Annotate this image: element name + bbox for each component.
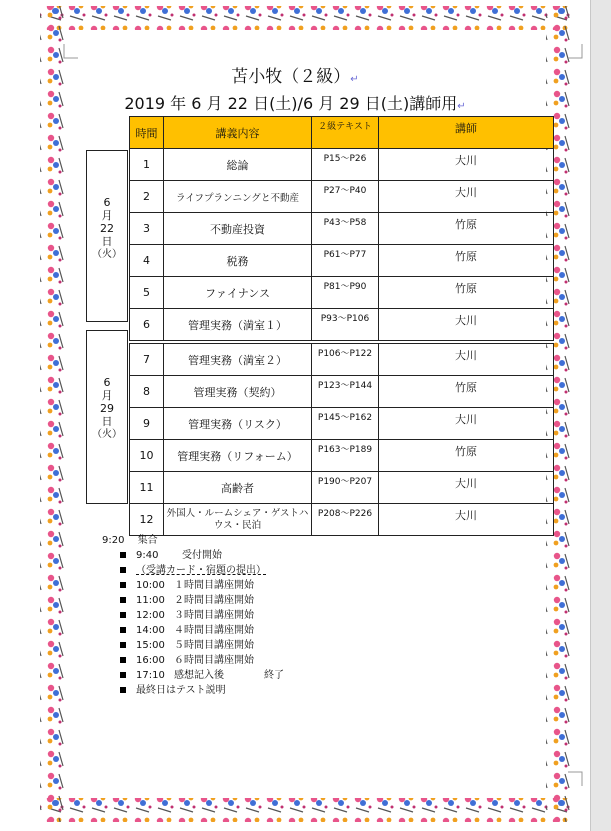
row-num: 5 <box>130 277 164 309</box>
table-row <box>130 309 554 343</box>
row-num: 10 <box>130 440 164 472</box>
row-content: 総論 <box>164 149 312 181</box>
row-content: 税務 <box>164 245 312 277</box>
row-content: 管理実務（満室２） <box>164 342 312 376</box>
list-item: 16:00 ６時間目講座開始 <box>120 653 254 668</box>
row-num: 11 <box>130 472 164 504</box>
row-num: 7 <box>130 342 164 376</box>
row-pages: P27～P40 <box>312 181 379 213</box>
header-instructor: 講師 <box>379 117 554 149</box>
row-num: 6 <box>130 309 164 343</box>
row-content: 管理実務（契約） <box>164 376 312 408</box>
table-row <box>130 408 554 440</box>
schedule-table <box>129 116 554 536</box>
row-instructor: 大川 <box>379 181 554 213</box>
row-num: 4 <box>130 245 164 277</box>
header-content: 講義内容 <box>164 117 312 149</box>
document-subtitle: 2019 年 6 月 22 日(土)/6 月 29 日(土)講師用↵ <box>124 94 466 113</box>
table-row <box>130 342 554 376</box>
document-title: 苫小牧（２級）↵ <box>231 67 359 87</box>
row-pages: P93～P106 <box>312 309 379 343</box>
table-row <box>130 149 554 181</box>
row-pages: P123～P144 <box>312 376 379 408</box>
table-row <box>130 181 554 213</box>
list-item: 9:40 受付開始 <box>120 548 222 563</box>
row-pages: P61～P77 <box>312 245 379 277</box>
list-item: 最終日はテスト説明 <box>120 683 226 698</box>
row-instructor: 大川 <box>379 149 554 181</box>
table-row <box>130 277 554 309</box>
row-instructor: 大川 <box>379 504 554 536</box>
header-time: 時間 <box>130 117 164 149</box>
row-pages: P208～P226 <box>312 504 379 536</box>
row-instructor: 竹原 <box>379 245 554 277</box>
row-pages: P81～P90 <box>312 277 379 309</box>
table-row <box>130 504 554 536</box>
row-pages: P145～P162 <box>312 408 379 440</box>
row-content: ファイナンス <box>164 277 312 309</box>
table-row <box>130 245 554 277</box>
row-pages: P163～P189 <box>312 440 379 472</box>
row-instructor: 竹原 <box>379 213 554 245</box>
list-item: 12:00 ３時間目講座開始 <box>120 608 254 623</box>
row-num: 9 <box>130 408 164 440</box>
row-pages: P43～P58 <box>312 213 379 245</box>
row-content: 管理実務（満室１） <box>164 309 312 343</box>
row-instructor: 大川 <box>379 342 554 376</box>
row-pages: P15～P26 <box>312 149 379 181</box>
list-item: 14:00 ４時間目講座開始 <box>120 623 254 638</box>
row-instructor: 大川 <box>379 408 554 440</box>
row-instructor: 大川 <box>379 472 554 504</box>
row-num: 1 <box>130 149 164 181</box>
row-instructor: 大川 <box>379 309 554 343</box>
row-content: 管理実務（リフォーム） <box>164 440 312 472</box>
table-row <box>130 472 554 504</box>
row-content: 外国人・ルームシェア・ゲストハウス・民泊 <box>164 504 312 536</box>
row-pages: P106～P122 <box>312 342 379 376</box>
row-num: 2 <box>130 181 164 213</box>
day-label-1: 6 月 22 日 （火） <box>86 150 128 322</box>
row-num: 8 <box>130 376 164 408</box>
row-num: 12 <box>130 504 164 536</box>
row-content: 不動産投資 <box>164 213 312 245</box>
row-instructor: 竹原 <box>379 277 554 309</box>
table-header-row <box>130 117 554 149</box>
table-row <box>130 213 554 245</box>
header-text-pages: ２級テキスト <box>312 117 379 149</box>
meet-time: 9:20 集合 <box>102 535 158 546</box>
list-item: 11:00 ２時間目講座開始 <box>120 593 254 608</box>
table-row <box>130 376 554 408</box>
row-instructor: 竹原 <box>379 440 554 472</box>
table-row <box>130 440 554 472</box>
row-content: ライフプランニングと不動産 <box>164 181 312 213</box>
list-item: （受講カード・宿題の提出） <box>120 563 266 578</box>
list-item: 17:10 感想記入後 終了 <box>120 668 284 683</box>
row-content: 高齢者 <box>164 472 312 504</box>
row-instructor: 竹原 <box>379 376 554 408</box>
row-num: 3 <box>130 213 164 245</box>
row-pages: P190～P207 <box>312 472 379 504</box>
row-content: 管理実務（リスク） <box>164 408 312 440</box>
list-item: 10:00 １時間目講座開始 <box>120 578 254 593</box>
list-item: 15:00 ５時間目講座開始 <box>120 638 254 653</box>
day-label-2: 6 月 29 日 （火） <box>86 330 128 504</box>
